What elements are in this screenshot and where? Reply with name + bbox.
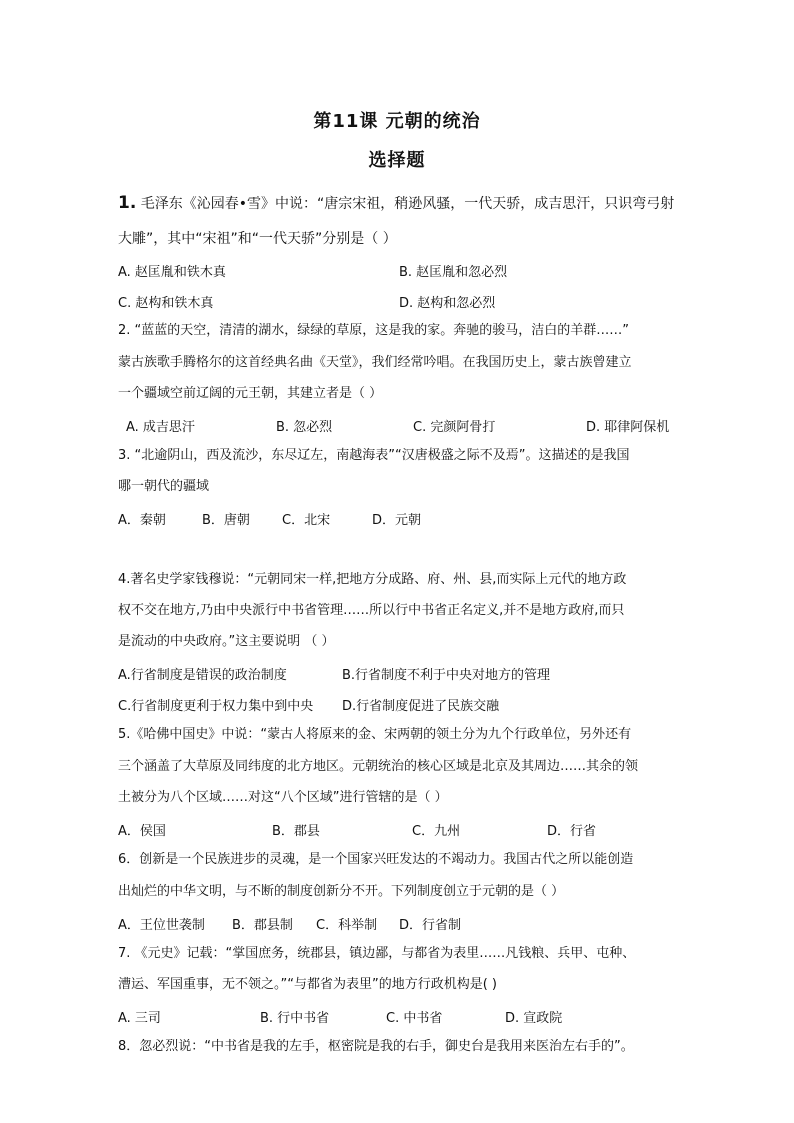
option-d: D. 赵构和忽必烈 — [399, 296, 496, 311]
option-b: B．唐朝 — [202, 513, 250, 528]
option-b: B. 行中书省 — [260, 1011, 330, 1026]
question-4-line-1: 4.著名史学家钱穆说：“元朝同宋一样,把地方分成路、府、州、县,而实际上元代的地方政 — [118, 572, 627, 587]
question-6-line-2: 出灿烂的中华文明，与不断的制度创新分不开。下列制度创立于元朝的是（ ） — [118, 884, 565, 899]
question-1-line-1 — [118, 194, 678, 213]
option-d: D. 宣政院 — [505, 1011, 563, 1026]
option-c: C. 完颜阿骨打 — [413, 420, 496, 435]
question-5-line-1: 5.《哈佛中国史》中说：“蒙古人将原来的金、宋两朝的领土分为九个行政单位，另外还有 — [118, 727, 632, 742]
question-number: 1. — [118, 193, 137, 213]
question-7-line-2: 漕运、军国重事，无不领之。”“与都省为表里”的地方行政机构是( ) — [118, 977, 497, 992]
question-4-line-2: 权不交在地方,乃由中央派行中书省管理……所以行中书省正名定义,并不是地方政府,而只 — [118, 603, 625, 618]
question-5-line-3: 土被分为八个区域……对这“八个区域”进行管辖的是（ ） — [118, 790, 448, 805]
option-d: D．行省 — [547, 824, 597, 839]
option-a: A. 成吉思汗 — [126, 420, 195, 435]
option-c: C. 中书省 — [386, 1011, 443, 1026]
option-c: C.行省制度更利于权力集中到中央 — [118, 699, 314, 714]
question-8-line-1: 8．忽必烈说：“中书省是我的左手，枢密院是我的右手，御史台是我用来医治左右手的”。 — [118, 1039, 634, 1054]
question-2-line-3: 一个疆域空前辽阔的元王朝，其建立者是（ ） — [118, 386, 383, 401]
question-2-line-1: 2. “蓝蓝的天空，清清的湖水，绿绿的草原，这是我的家。奔驰的骏马，洁白的羊群……” — [118, 323, 630, 338]
section-title: 选择题 — [368, 150, 426, 171]
option-c: C．北宋 — [282, 513, 331, 528]
option-a: A. 三司 — [118, 1011, 161, 1026]
question-7-line-1: 7. 《元史》记载：“掌国庶务，统郡县，镇边鄙，与都省为表里……凡钱粮、兵甲、屯种、 — [118, 946, 636, 961]
question-text: 毛泽东《沁园春•雪》中说：“唐宗宋祖，稍逊风骚，一代天骄，成吉思汗，只识弯弓射 — [140, 196, 675, 212]
question-5-line-2: 三个涵盖了大草原及同纬度的北方地区。元朝统治的核心区域是北京及其周边……其余的领 — [118, 759, 639, 774]
option-a: A. 赵匡胤和铁木真 — [118, 265, 226, 280]
option-d: D. 耶律阿保机 — [586, 420, 670, 435]
question-3-line-2: 哪一朝代的疆域 — [118, 479, 210, 494]
option-a: A.行省制度是错误的政治制度 — [118, 668, 287, 683]
question-6-line-1: 6．创新是一个民族进步的灵魂，是一个国家兴旺发达的不竭动力。我国古代之所以能创造 — [118, 852, 634, 867]
lesson-title: 第11课 元朝的统治 — [313, 111, 481, 132]
option-a: A．侯国 — [118, 824, 166, 839]
option-d: D．行省制 — [399, 918, 462, 933]
option-c: C. 赵构和铁木真 — [118, 296, 214, 311]
option-a: A．秦朝 — [118, 513, 166, 528]
question-2-line-2: 蒙古族歌手腾格尔的这首经典名曲《天堂》，我们经常吟唱。在我国历史上，蒙古族曾建立 — [118, 355, 632, 370]
option-b: B. 忽必烈 — [276, 420, 333, 435]
option-d: D.行省制度促进了民族交融 — [342, 699, 500, 714]
question-1-line-2: 大雕”，其中“宋祖”和“一代天骄”分别是（ ） — [118, 231, 397, 247]
option-d: D．元朝 — [372, 513, 422, 528]
question-3-line-1: 3. “北逾阴山，西及流沙，东尽辽左，南越海表”“汉唐极盛之际不及焉”。这描述的是我国 — [118, 448, 630, 463]
option-b: B. 赵匡胤和忽必烈 — [399, 265, 508, 280]
option-b: B.行省制度不利于中央对地方的管理 — [342, 668, 551, 683]
question-4-line-3: 是流动的中央政府。”这主要说明 （ ） — [118, 634, 335, 649]
option-b: B．郡县 — [272, 824, 320, 839]
option-c: C．科举制 — [316, 918, 378, 933]
option-a: A．王位世袭制 — [118, 918, 205, 933]
option-b: B．郡县制 — [232, 918, 293, 933]
option-c: C．九州 — [412, 824, 461, 839]
